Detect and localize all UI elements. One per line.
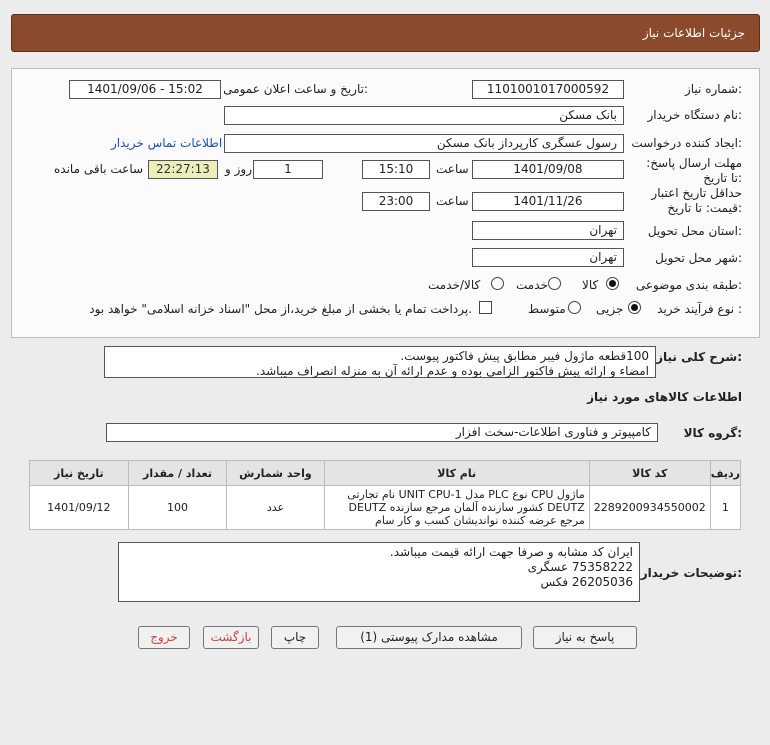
category-option-goods-service: کالا/خدمت bbox=[428, 278, 481, 292]
category-option-service: خدمت bbox=[516, 278, 548, 292]
reply-date-field: 1401/09/08 bbox=[472, 160, 624, 179]
treasury-payment-note: پرداخت تمام یا بخشی از مبلغ خرید،از محل "اسناد خزانه اسلامی" خواهد بود. bbox=[89, 302, 472, 316]
creator-field: رسول عسگری کارپرداز بانک مسکن bbox=[224, 134, 624, 153]
description-label: شرح کلی نیاز: bbox=[656, 350, 742, 364]
process-option-medium: متوسط bbox=[528, 302, 566, 316]
process-label: نوع فرآیند خرید : bbox=[657, 302, 742, 316]
col-code: کد کالا bbox=[589, 461, 710, 486]
category-option-goods: کالا bbox=[582, 278, 599, 292]
back-button[interactable]: بازگشت bbox=[203, 626, 259, 649]
reply-button[interactable]: پاسخ به نیاز bbox=[533, 626, 637, 649]
row-unit: عدد bbox=[227, 486, 324, 530]
goods-group-field: کامپیوتر و فناوری اطلاعات-سخت افزار bbox=[106, 423, 658, 442]
row-name: ماژول CPU نوع PLC مدل UNIT CPU-1 نام تجارتی DEUTZ کشور سازنده آلمان مرجع سازنده DEUTZ مرجع عرضه کننده نواندیشان کسب و کار سام bbox=[324, 486, 589, 530]
col-index: ردیف bbox=[710, 461, 740, 486]
reply-deadline-label: مهلت ارسال پاسخ: تا تاریخ: bbox=[646, 156, 742, 185]
remaining-time-field: 22:27:13 bbox=[148, 160, 218, 179]
buyer-notes-line-3: 26205036 فکس bbox=[540, 575, 633, 589]
city-field: تهران bbox=[472, 248, 624, 267]
province-field: تهران bbox=[472, 221, 624, 240]
remaining-label: ساعت باقی مانده bbox=[54, 162, 144, 176]
print-button[interactable]: چاپ bbox=[271, 626, 319, 649]
category-label: طبقه بندی موضوعی: bbox=[635, 278, 742, 292]
announce-field: 1401/09/06 - 15:02 bbox=[69, 80, 221, 99]
page-title: جزئیات اطلاعات نیاز bbox=[642, 26, 745, 40]
buyer-org-label: نام دستگاه خریدار: bbox=[647, 108, 742, 122]
goods-section-title: اطلاعات کالاهای مورد نیاز bbox=[587, 390, 742, 404]
description-box bbox=[104, 346, 656, 378]
city-label: شهر محل تحویل: bbox=[655, 251, 742, 265]
row-code: 2289200934550002 bbox=[589, 486, 710, 530]
buyer-notes-box bbox=[118, 542, 640, 602]
page-header bbox=[11, 14, 760, 52]
process-radio-minor[interactable] bbox=[628, 301, 641, 314]
goods-table bbox=[29, 460, 741, 530]
need-number-label: شماره نیاز: bbox=[684, 82, 742, 96]
category-radio-goods[interactable] bbox=[606, 277, 619, 290]
goods-table-wrap bbox=[29, 460, 741, 530]
creator-label: ایجاد کننده درخواست: bbox=[631, 136, 742, 150]
buyer-contact-link[interactable]: اطلاعات تماس خریدار bbox=[111, 136, 223, 150]
province-label: استان محل تحویل: bbox=[647, 224, 742, 238]
description-line-2: امضاء و ارائه پیش فاکتور الزامی بوده و عدم ارائه آن به منزله انصراف میباشد. bbox=[256, 364, 649, 378]
buyer-org-field: بانک مسکن bbox=[224, 106, 624, 125]
days-count-field: 1 bbox=[253, 160, 323, 179]
table-row bbox=[30, 486, 741, 530]
col-unit: واحد شمارش bbox=[227, 461, 324, 486]
description-line-1: 100قطعه ماژول فیبر مطابق پیش فاکتور پیوست. bbox=[400, 349, 649, 363]
reply-time-field: 15:10 bbox=[362, 160, 430, 179]
validity-time-field: 23:00 bbox=[362, 192, 430, 211]
row-date: 1401/09/12 bbox=[30, 486, 129, 530]
exit-button[interactable]: خروج bbox=[138, 626, 190, 649]
announce-label: تاریخ و ساعت اعلان عمومی: bbox=[223, 82, 368, 96]
validity-time-label: ساعت bbox=[436, 194, 469, 208]
buyer-notes-line-2: 75358222 عسگری bbox=[527, 560, 633, 574]
validity-label: حداقل تاریخ اعتبار قیمت: تا تاریخ: bbox=[651, 186, 742, 215]
col-quantity: تعداد / مقدار bbox=[128, 461, 227, 486]
category-radio-goods-service[interactable] bbox=[491, 277, 504, 290]
row-quantity: 100 bbox=[128, 486, 227, 530]
buyer-notes-label: توضیحات خریدار: bbox=[640, 566, 742, 580]
col-name: نام کالا bbox=[324, 461, 589, 486]
row-index: 1 bbox=[710, 486, 740, 530]
validity-date-field: 1401/11/26 bbox=[472, 192, 624, 211]
treasury-payment-checkbox[interactable] bbox=[479, 301, 492, 314]
days-label: روز و bbox=[225, 162, 252, 176]
category-radio-service[interactable] bbox=[548, 277, 561, 290]
process-radio-medium[interactable] bbox=[568, 301, 581, 314]
attachments-button[interactable]: مشاهده مدارک پیوستی (1) bbox=[336, 626, 522, 649]
goods-group-label: گروه کالا: bbox=[683, 426, 742, 440]
buyer-notes-line-1: ایران کد مشابه و صرفا جهت ارائه قیمت میباشد. bbox=[389, 545, 633, 559]
reply-time-label: ساعت bbox=[436, 162, 469, 176]
need-number-field: 1101001017000592 bbox=[472, 80, 624, 99]
process-option-minor: جزیی bbox=[596, 302, 624, 316]
col-date: تاریخ نیاز bbox=[30, 461, 129, 486]
